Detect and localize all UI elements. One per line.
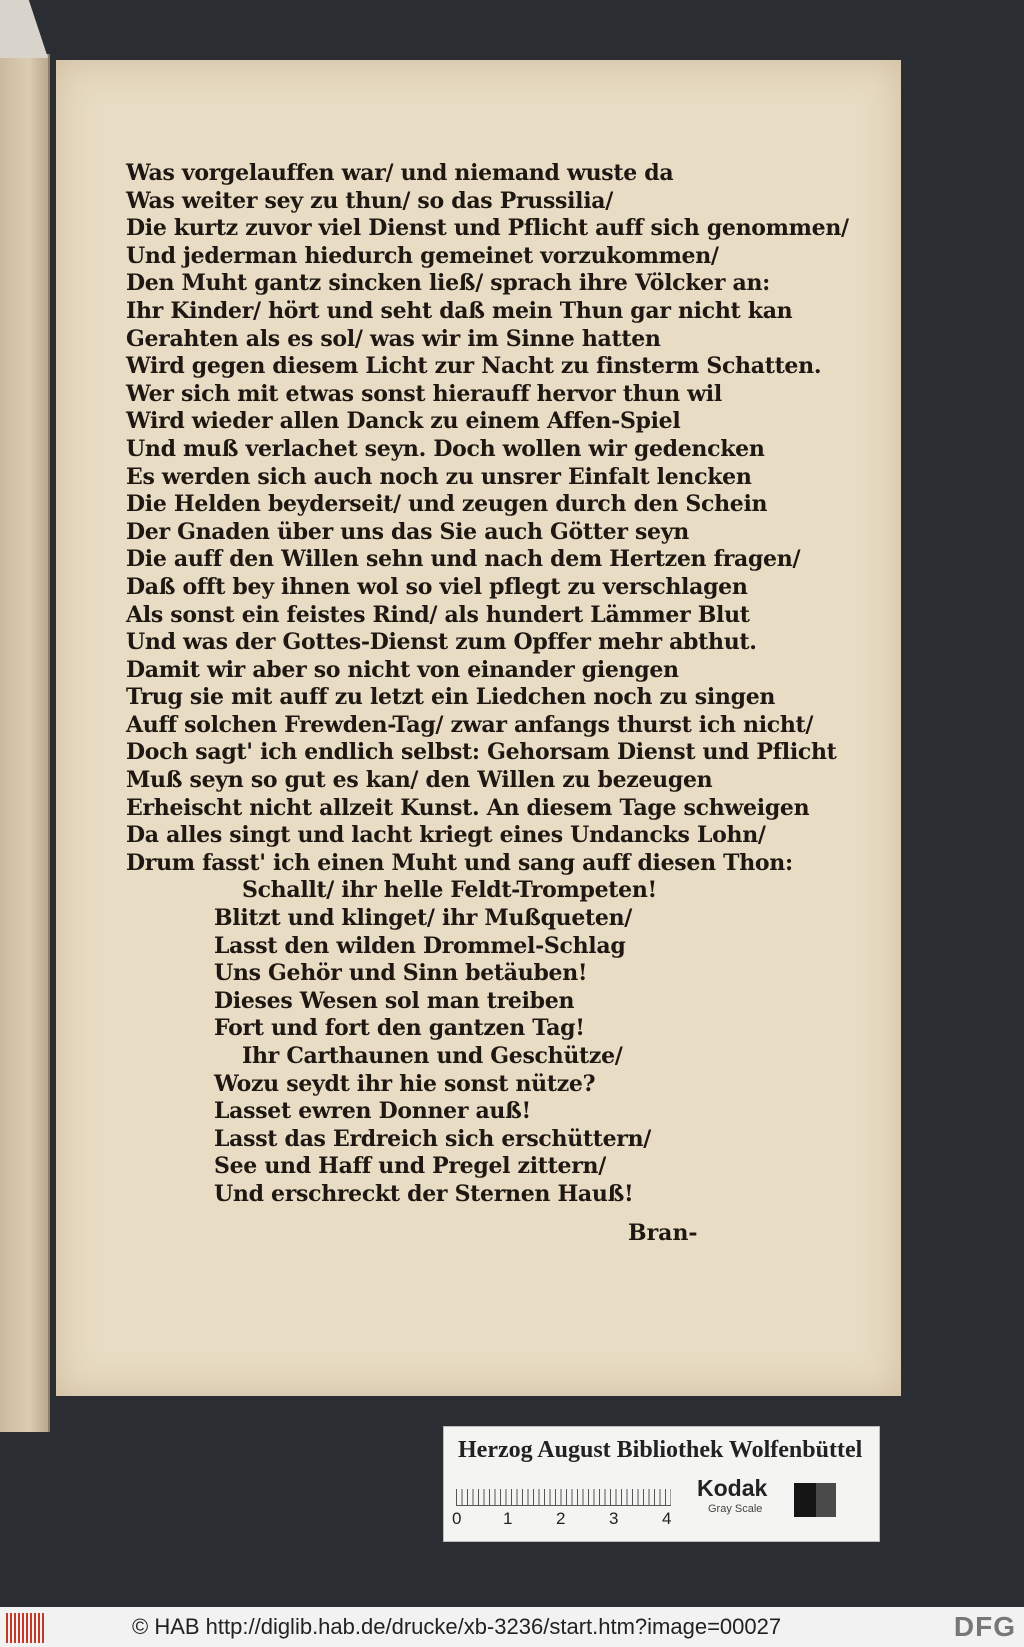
text-line: Die kurtz zuvor viel Dienst und Pflicht auff sich genommen/ (126, 215, 849, 242)
text-line: Erheischt nicht allzeit Kunst. An diesem Tage schweigen (126, 794, 810, 821)
text-line: Auff solchen Frewden-Tag/ zwar anfangs thurst ich nicht/ (126, 711, 814, 738)
poem-line: See und Haff und Pregel zittern/ (214, 1153, 606, 1180)
text-line: Der Gnaden über uns das Sie auch Götter seyn (126, 518, 689, 545)
ruler-number: 3 (609, 1509, 619, 1528)
poem-line: Fort und fort den gantzen Tag! (214, 1015, 585, 1042)
poem-line: Und erschreckt der Sternen Hauß! (214, 1180, 634, 1207)
text-line: Und jederman hiedurch gemeinet vorzukommen/ (126, 242, 719, 269)
gray-swatch-dark (794, 1483, 816, 1517)
poem-line: Lasst das Erdreich sich erschüttern/ (214, 1125, 652, 1152)
text-line: Den Muht gantz sincken ließ/ sprach ihre Völcker an: (126, 270, 770, 297)
text-line: Was weiter sey zu thun/ so das Prussilia/ (126, 187, 613, 214)
text-line: Als sonst ein feistes Rind/ als hundert Lämmer Blut (126, 601, 750, 628)
text-line: Ihr Kinder/ hört und seht daß mein Thun gar nicht kan (126, 297, 793, 324)
text-line: Damit wir aber so nicht von einander giengen (126, 656, 679, 683)
poem-line: Dieses Wesen sol man treiben (214, 987, 575, 1014)
prose-section (126, 160, 866, 877)
text-line: Die auff den Willen sehn und nach dem Hertzen fragen/ (126, 546, 801, 573)
dfg-logo: DFG (953, 1611, 1016, 1642)
text-line: Muß seyn so gut es kan/ den Willen zu bezeugen (126, 767, 713, 794)
ruler-number: 4 (662, 1509, 672, 1528)
text-line: Und was der Gottes-Dienst zum Opffer mehr abthut. (126, 629, 757, 656)
text-line: Doch sagt' ich endlich selbst: Gehorsam Dienst und Pflicht (126, 739, 837, 766)
text-line: Wird wieder allen Danck zu einem Affen-Spiel (126, 408, 681, 435)
text-line: Wer sich mit etwas sonst hierauff hervor thun wil (126, 380, 722, 407)
page-text (126, 160, 866, 1209)
footer-bar (0, 1607, 1024, 1647)
poem-line: Lasst den wilden Drommel-Schlag (214, 932, 626, 959)
barcode-icon (6, 1613, 46, 1643)
text-line: Da alles singt und lacht kriegt eines Undancks Lohn/ (126, 822, 766, 849)
scan-background-corner (0, 0, 48, 58)
poem-line: Blitzt und klinget/ ihr Mußqueten/ (214, 905, 633, 932)
text-line: Daß offt bey ihnen wol so viel pflegt zu verschlagen (126, 573, 748, 600)
text-line: Was vorgelauffen war/ und niemand wuste da (126, 160, 674, 186)
ruler-number: 1 (503, 1509, 513, 1528)
poem-line: Lasset ewren Donner auß! (214, 1098, 531, 1125)
document-page (56, 60, 901, 1396)
poem-line: Schallt/ ihr helle Feldt-Trompeten! (242, 877, 657, 904)
poem-line: Ihr Carthaunen und Geschütze/ (242, 1043, 623, 1069)
text-line: Und muß verlachet seyn. Doch wollen wir gedencken (126, 435, 765, 462)
copyright-url[interactable]: © HAB http://diglib.hab.de/drucke/xb-3236/start.htm?image=00027 (132, 1614, 782, 1639)
measurement-ruler (456, 1477, 671, 1506)
library-name: Herzog August Bibliothek Wolfenbüttel (458, 1437, 863, 1463)
color-calibration-card (443, 1426, 880, 1542)
text-line: Gerahten als es sol/ was wir im Sinne hatten (126, 325, 661, 352)
ruler-number: 0 (452, 1509, 462, 1528)
text-line: Wird gegen diesem Licht zur Nacht zu finsterm Schatten. (126, 353, 822, 380)
catchword: Bran- (628, 1220, 698, 1246)
text-line: Trug sie mit auff zu letzt ein Liedchen noch zu singen (126, 684, 776, 711)
gray-scale-label: Gray Scale (708, 1503, 763, 1515)
adjacent-page-edge (0, 54, 50, 1432)
kodak-brand: Kodak (697, 1475, 768, 1501)
text-line: Die Helden beyderseit/ und zeugen durch den Schein (126, 491, 768, 518)
poem-line: Wozu seydt ihr hie sonst nütze? (214, 1070, 596, 1097)
poem-section (126, 877, 866, 1208)
text-line: Drum fasst' ich einen Muht und sang auff diesen Thon: (126, 849, 793, 876)
text-line: Es werden sich auch noch zu unsrer Einfalt lencken (126, 463, 752, 490)
ruler-number: 2 (556, 1509, 566, 1528)
gray-swatch-mid (816, 1483, 836, 1517)
poem-line: Uns Gehör und Sinn betäuben! (214, 960, 588, 987)
